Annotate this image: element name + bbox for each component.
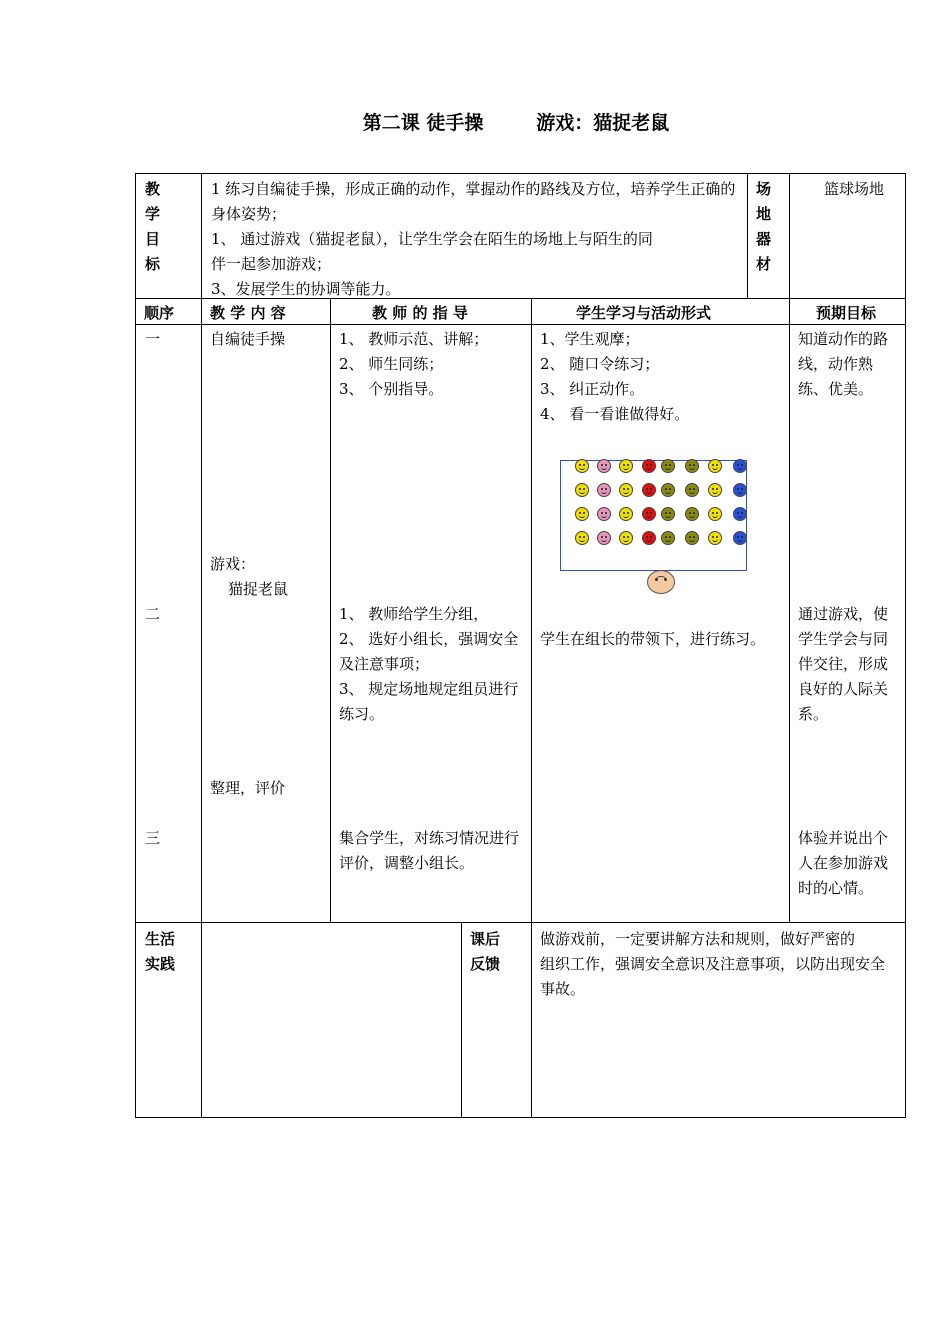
student-face-icon <box>685 531 699 545</box>
section-2-teacher-5: 练习。 <box>339 705 385 723</box>
objective-2: 1、 通过游戏（猫捉老鼠），让学生学会在陌生的场地上与陌生的同 <box>211 230 653 248</box>
section-3-content: 整理，评价 <box>210 779 286 797</box>
objective-3: 伴一起参加游戏； <box>211 255 332 273</box>
objectives-label: 教学目标 <box>145 180 161 273</box>
student-face-icon <box>661 459 675 473</box>
feedback-text-1: 做游戏前，一定要讲解方法和规则，做好严密的 <box>540 930 856 948</box>
section-1-student-3: 3、 纠正动作。 <box>540 380 645 398</box>
feedback-label-1: 课后 <box>470 930 501 948</box>
col-teacher: 教 师 的 指 导 <box>372 304 468 322</box>
section-3-order: 三 <box>145 829 161 847</box>
student-face-icon <box>642 531 656 545</box>
student-face-icon <box>619 483 633 497</box>
student-face-icon <box>619 531 633 545</box>
section-2-student-1: 学生在组长的带领下，进行练习。 <box>540 630 766 648</box>
student-face-icon <box>685 483 699 497</box>
objective-4: 3、发展学生的协调等能力。 <box>211 280 401 298</box>
student-face-icon <box>619 459 633 473</box>
section-1-teacher-1: 1、 教师示范、讲解； <box>339 330 489 348</box>
student-face-icon <box>597 507 611 521</box>
student-face-icon <box>685 459 699 473</box>
student-face-icon <box>575 483 589 497</box>
col-goal: 预期目标 <box>816 304 877 322</box>
section-2-teacher-4: 3、 规定场地规定组员进行 <box>339 680 519 698</box>
student-face-icon <box>575 531 589 545</box>
student-face-icon <box>619 507 633 521</box>
practice-label-2: 实践 <box>145 955 176 973</box>
feedback-text-3: 事故。 <box>540 980 586 998</box>
student-face-icon <box>685 507 699 521</box>
student-face-icon <box>661 483 675 497</box>
student-face-icon <box>708 459 722 473</box>
section-1-student-4: 4、 看一看谁做得好。 <box>540 405 690 423</box>
student-face-icon <box>575 459 589 473</box>
student-face-icon <box>708 507 722 521</box>
objective-1: 1 练习自编徒手操，形成正确的动作，掌握动作的路线及方位，培养学生正确的身体姿势； <box>211 180 736 223</box>
student-face-icon <box>733 483 747 497</box>
student-face-icon <box>575 507 589 521</box>
student-face-icon <box>733 459 747 473</box>
section-1-teacher-2: 2、 师生同练； <box>339 355 444 373</box>
feedback-label-2: 反馈 <box>470 955 501 973</box>
student-face-icon <box>708 531 722 545</box>
section-1-order: 一 <box>145 330 161 348</box>
col-content: 教 学 内 容 <box>210 304 286 322</box>
practice-label-1: 生活 <box>145 930 176 948</box>
section-3-teacher-2: 评价，调整小组长。 <box>339 854 475 872</box>
student-face-icon <box>642 483 656 497</box>
section-2-content-label: 游戏： <box>210 555 256 573</box>
section-2-goal: 通过游戏，使学生学会与同伴交往，形成良好的人际关系。 <box>798 605 889 723</box>
student-face-icon <box>708 483 722 497</box>
section-1-content: 自编徒手操 <box>210 330 286 348</box>
section-2-teacher-3: 及注意事项； <box>339 655 430 673</box>
col-student: 学生学习与活动形式 <box>576 304 712 322</box>
section-3-goal: 体验并说出个人在参加游戏时的心情。 <box>798 829 889 897</box>
section-1-student-2: 2、 随口令练习； <box>540 355 660 373</box>
page-title: 第二课 徒手操 游戏：猫捉老鼠 <box>362 112 670 134</box>
student-face-icon <box>597 483 611 497</box>
section-2-teacher-1: 1、 教师给学生分组， <box>339 605 489 623</box>
col-order: 顺序 <box>144 304 175 322</box>
section-1-student-1: 1、学生观摩； <box>540 330 640 348</box>
student-face-icon <box>642 507 656 521</box>
section-2-content: 猫捉老鼠 <box>228 580 289 598</box>
student-face-icon <box>597 531 611 545</box>
student-face-icon <box>661 507 675 521</box>
student-face-icon <box>661 531 675 545</box>
venue-label: 场地器材 <box>756 180 772 273</box>
student-face-icon <box>642 459 656 473</box>
section-2-teacher-2: 2、 选好小组长，强调安全 <box>339 630 519 648</box>
section-1-teacher-3: 3、 个别指导。 <box>339 380 444 398</box>
student-face-icon <box>597 459 611 473</box>
cat-face-icon <box>647 570 675 594</box>
feedback-text-2: 组织工作，强调安全意识及注意事项，以防出现安全 <box>540 955 886 973</box>
student-face-icon <box>733 531 747 545</box>
venue-value: 篮球场地 <box>824 180 885 198</box>
section-2-order: 二 <box>145 605 161 623</box>
student-face-icon <box>733 507 747 521</box>
section-1-goal: 知道动作的路线，动作熟练、优美。 <box>798 330 889 398</box>
section-3-teacher-1: 集合学生，对练习情况进行 <box>339 829 520 847</box>
